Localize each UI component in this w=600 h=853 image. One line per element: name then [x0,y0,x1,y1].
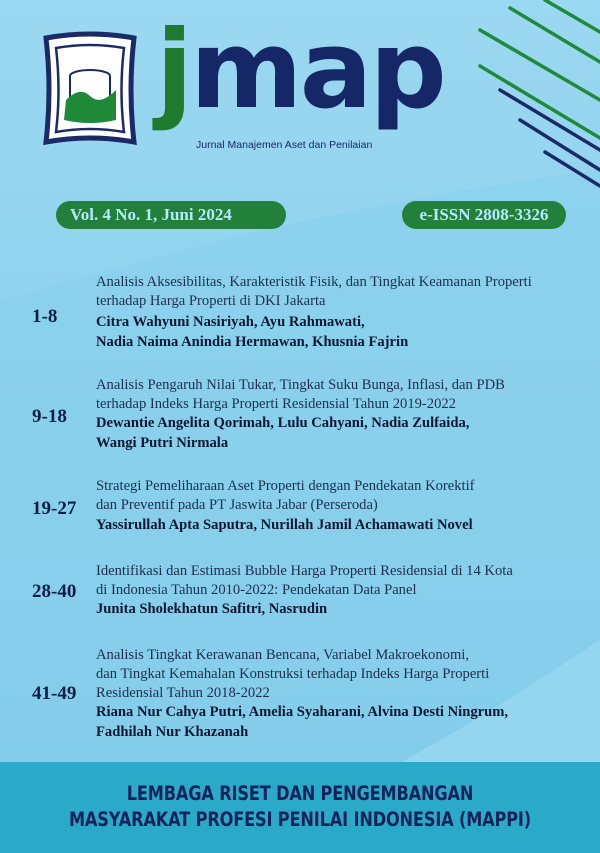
article-authors-line: Wangi Putri Nirmala [96,435,229,451]
article-title-line: Analisis Aksesibilitas, Karakteristik Fisik, dan Tingkat Keamanan Properti [96,274,532,290]
publisher-line-2: MASYARAKAT PROFESI PENILAI INDONESIA (MAPPI) [68,808,532,831]
article-title-line: terhadap Indeks Harga Properti Residensial Tahun 2019-2022 [96,396,456,412]
article-authors-line: Fadhilah Nur Khazanah [96,724,249,740]
publisher-line-1: LEMBAGA RISET DAN PENGEMBANGAN [126,782,474,805]
page-range: 1-8 [32,306,58,327]
article-title-line: Identifikasi dan Estimasi Bubble Harga Properti Residensial di 14 Kota [96,563,513,579]
decorative-stripes [450,0,600,190]
article-title-line: dan Tingkat Kemahalan Konstruksi terhadap Indeks Harga Properti [96,666,490,682]
journal-subtitle: Jurnal Manajemen Aset dan Penilaian [196,139,373,151]
publisher-footer [0,762,600,853]
article-title-line: Residensial Tahun 2018-2022 [96,685,270,701]
journal-brand [156,8,444,133]
page-range: 41-49 [32,683,77,704]
article-title-line: terhadap Harga Properti di DKI Jakarta [96,293,326,309]
article-title-line: di Indonesia Tahun 2010-2022: Pendekatan Data Panel [96,582,417,598]
issn-badge: e-ISSN 2808-3326 [402,201,566,229]
mappi-logo-icon [36,30,144,150]
page-range: 28-40 [32,581,77,602]
brand-letters-map: map [190,8,444,133]
article-title-line: Strategi Pemeliharaan Aset Properti dengan Pendekatan Korektif [96,478,475,494]
article-authors-line: Citra Wahyuni Nasiriyah, Ayu Rahmawati, [96,314,365,330]
article-authors-line: Yassirullah Apta Saputra, Nurillah Jamil Achamawati Novel [96,517,473,533]
article-authors-line: Nadia Naima Anindia Hermawan, Khusnia Fajrin [96,334,409,350]
volume-badge: Vol. 4 No. 1, Juni 2024 [56,201,286,229]
brand-letter-j: j [156,8,191,133]
article-authors-line: Junita Sholekhatun Safitri, Nasrudin [96,601,328,617]
article-title-line: Analisis Pengaruh Nilai Tukar, Tingkat Suku Bunga, Inflasi, dan PDB [96,377,505,393]
page-range: 9-18 [32,406,67,427]
article-authors-line: Riana Nur Cahya Putri, Amelia Syaharani, Alvina Desti Ningrum, [96,704,509,720]
article-title-line: Analisis Tingkat Kerawanan Bencana, Variabel Makroekonomi, [96,647,470,663]
article-title-line: dan Preventif pada PT Jaswita Jabar (Perseroda) [96,497,378,513]
page-range: 19-27 [32,498,77,519]
article-authors-line: Dewantie Angelita Qorimah, Lulu Cahyani, Nadia Zulfaida, [96,415,470,431]
